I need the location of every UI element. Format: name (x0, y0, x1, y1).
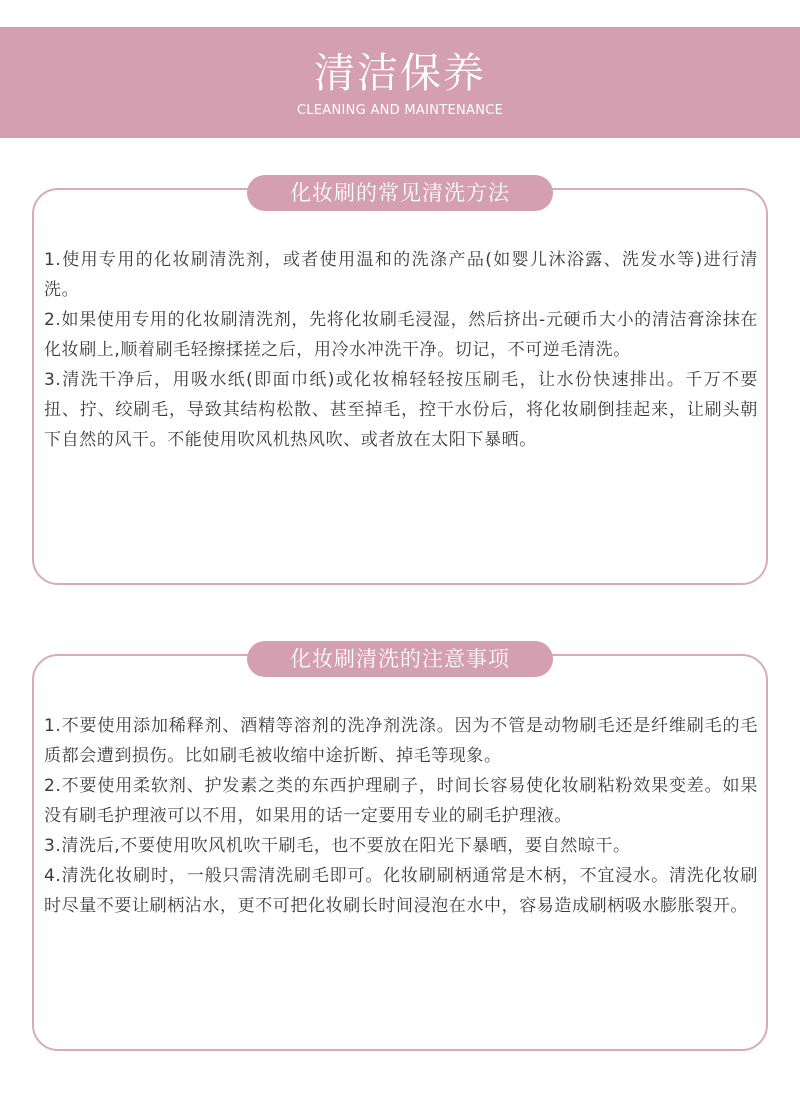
page-subtitle: CLEANING AND MAINTENANCE (296, 103, 504, 118)
cleaning-methods-list (44, 245, 758, 455)
cleaning-notes-list (44, 711, 758, 921)
page-title: 清洁保养 (314, 49, 486, 97)
list-item: 3.清洗后,不要使用吹风机吹干刷毛，也不要放在阳光下暴晒，要自然晾干。 (44, 836, 631, 856)
list-item: 4.清洗化妆刷时，一般只需清洗刷毛即可。化妆刷刷柄通常是木柄，不宜浸水。清洗化妆刷时尽量不要让刷柄沾水，更不可把化妆刷长时间浸泡在水中，容易造成刷柄吸水膨胀裂开。 (44, 866, 758, 916)
cleaning-notes-heading: 化妆刷清洗的注意事项 (247, 641, 553, 677)
cleaning-methods-heading: 化妆刷的常见清洗方法 (247, 175, 553, 211)
list-item: 3.清洗干净后，用吸水纸(即面巾纸)或化妆棉轻轻按压刷毛，让水份快速排出。千万不要扭、拧、绞刷毛，导致其结构松散、甚至掉毛，控干水份后，将化妆刷倒挂起来，让刷头朝下自然的风干。不能使用吹风机热风吹、或者放在太阳下暴晒。 (44, 370, 758, 450)
list-item: 1.不要使用添加稀释剂、酒精等溶剂的洗净剂洗涤。因为不管是动物刷毛还是纤维刷毛的毛质都会遭到损伤。比如刷毛被收缩中途折断、掉毛等现象。 (44, 716, 758, 766)
list-item: 2.如果使用专用的化妆刷清洗剂，先将化妆刷毛浸湿，然后挤出-元硬币大小的清洁膏涂抹在化妆刷上,顺着刷毛轻擦揉搓之后，用冷水冲洗干净。切记，不可逆毛清洗。 (44, 310, 758, 360)
list-item: 1.使用专用的化妆刷清洗剂，或者使用温和的洗涤产品(如婴儿沐浴露、洗发水等)进行清洗。 (44, 250, 758, 300)
list-item: 2.不要使用柔软剂、护发素之类的东西护理刷子，时间长容易使化妆刷粘粉效果变差。如果没有刷毛护理液可以不用，如果用的话一定要用专业的刷毛护理液。 (44, 776, 758, 826)
